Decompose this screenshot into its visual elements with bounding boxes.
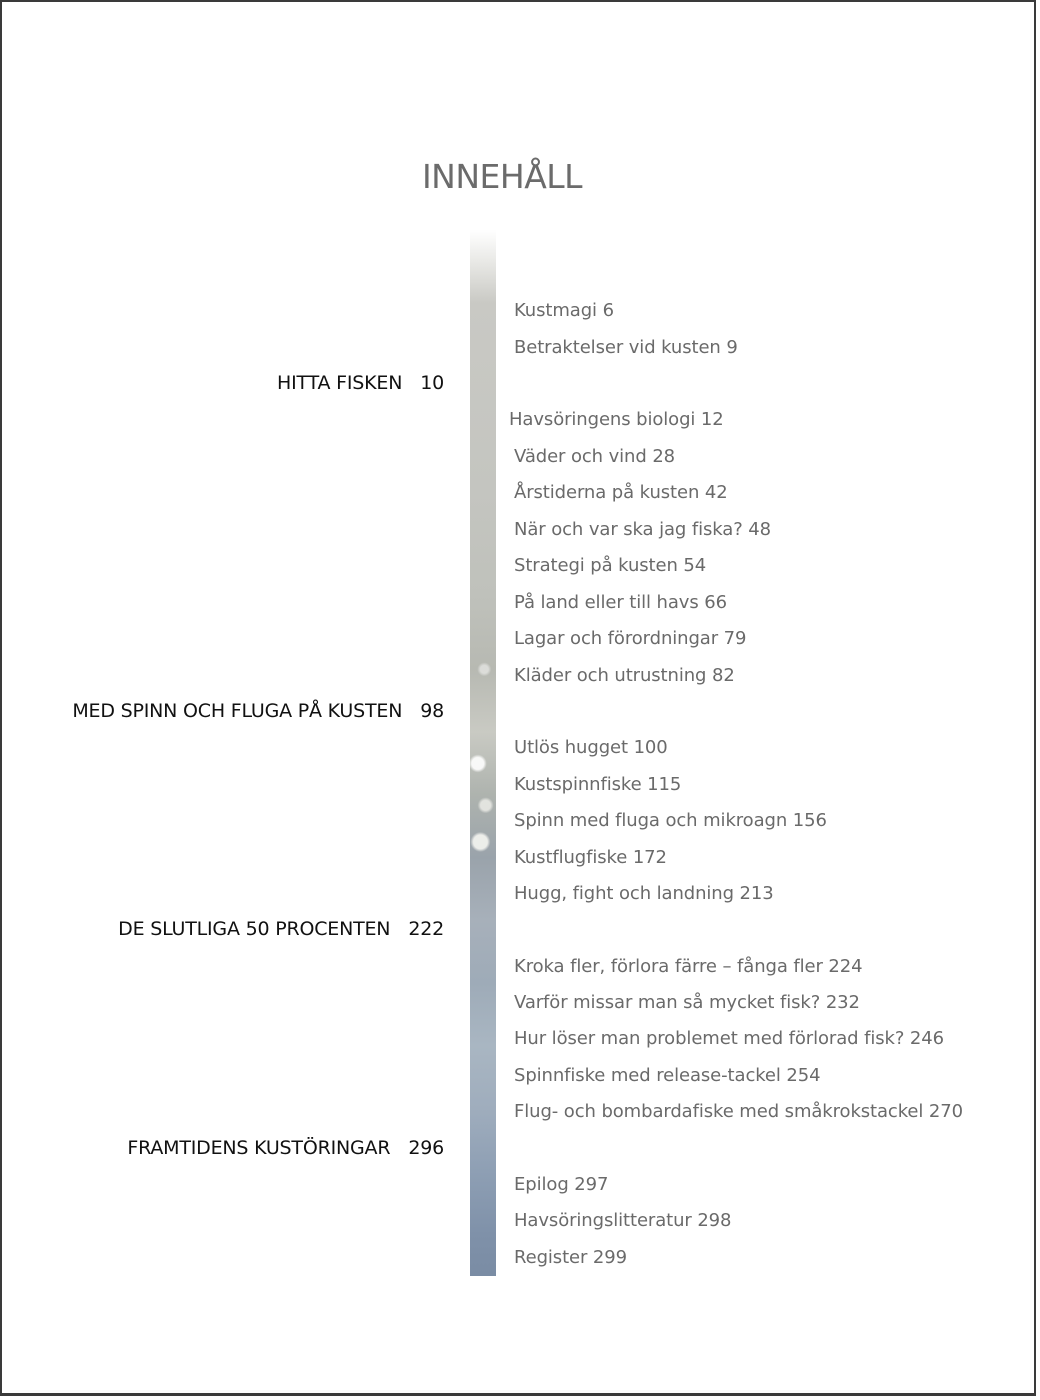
- section-title: HITTA FISKEN: [277, 372, 403, 394]
- section-page-number: 98: [420, 700, 444, 722]
- toc-entry[interactable]: Kroka fler, förlora färre – fånga fler 224: [514, 956, 863, 977]
- toc-entry[interactable]: Hur löser man problemet med förlorad fisk? 246: [514, 1028, 944, 1049]
- section-heading[interactable]: [72, 700, 444, 722]
- toc-entry[interactable]: Kustspinnfiske 115: [514, 774, 682, 795]
- toc-entry[interactable]: Register 299: [514, 1247, 627, 1268]
- section-page-number: 222: [408, 918, 444, 940]
- section-heading[interactable]: [118, 918, 444, 940]
- toc-entry[interactable]: Spinnfiske med release-tackel 254: [514, 1065, 821, 1086]
- toc-entry[interactable]: På land eller till havs 66: [514, 592, 727, 613]
- section-title: MED SPINN OCH FLUGA PÅ KUSTEN: [72, 700, 403, 722]
- toc-entry[interactable]: Utlös hugget 100: [514, 737, 668, 758]
- toc-entry[interactable]: Kustflugfiske 172: [514, 847, 667, 868]
- toc-entry[interactable]: Årstiderna på kusten 42: [514, 482, 728, 503]
- section-page-number: 296: [408, 1137, 444, 1159]
- section-title: FRAMTIDENS KUSTÖRINGAR: [127, 1137, 391, 1159]
- toc-entry[interactable]: Havsöringslitteratur 298: [514, 1210, 732, 1231]
- decorative-photo-strip: [470, 230, 496, 1276]
- toc-entry[interactable]: Betraktelser vid kusten 9: [514, 337, 738, 358]
- toc-entry[interactable]: Strategi på kusten 54: [514, 555, 707, 576]
- toc-entry[interactable]: Spinn med fluga och mikroagn 156: [514, 810, 827, 831]
- toc-entry[interactable]: Väder och vind 28: [514, 446, 676, 467]
- toc-entry[interactable]: Varför missar man så mycket fisk? 232: [514, 992, 860, 1013]
- toc-entry[interactable]: Havsöringens biologi 12: [509, 409, 724, 430]
- toc-entry[interactable]: När och var ska jag fiska? 48: [514, 519, 772, 540]
- toc-entry[interactable]: Flug- och bombardafiske med småkrokstackel 270: [514, 1101, 963, 1122]
- section-title: DE SLUTLIGA 50 PROCENTEN: [118, 918, 391, 940]
- page-title: INNEHÅLL: [421, 157, 583, 196]
- toc-entry[interactable]: Lagar och förordningar 79: [514, 628, 747, 649]
- toc-entry[interactable]: Epilog 297: [514, 1174, 609, 1195]
- section-heading[interactable]: [277, 372, 444, 394]
- toc-entry[interactable]: Kustmagi 6: [514, 300, 614, 321]
- toc-entry[interactable]: Kläder och utrustning 82: [514, 665, 735, 686]
- section-page-number: 10: [420, 372, 444, 394]
- section-heading[interactable]: [127, 1137, 444, 1159]
- toc-entry[interactable]: Hugg, fight och landning 213: [514, 883, 774, 904]
